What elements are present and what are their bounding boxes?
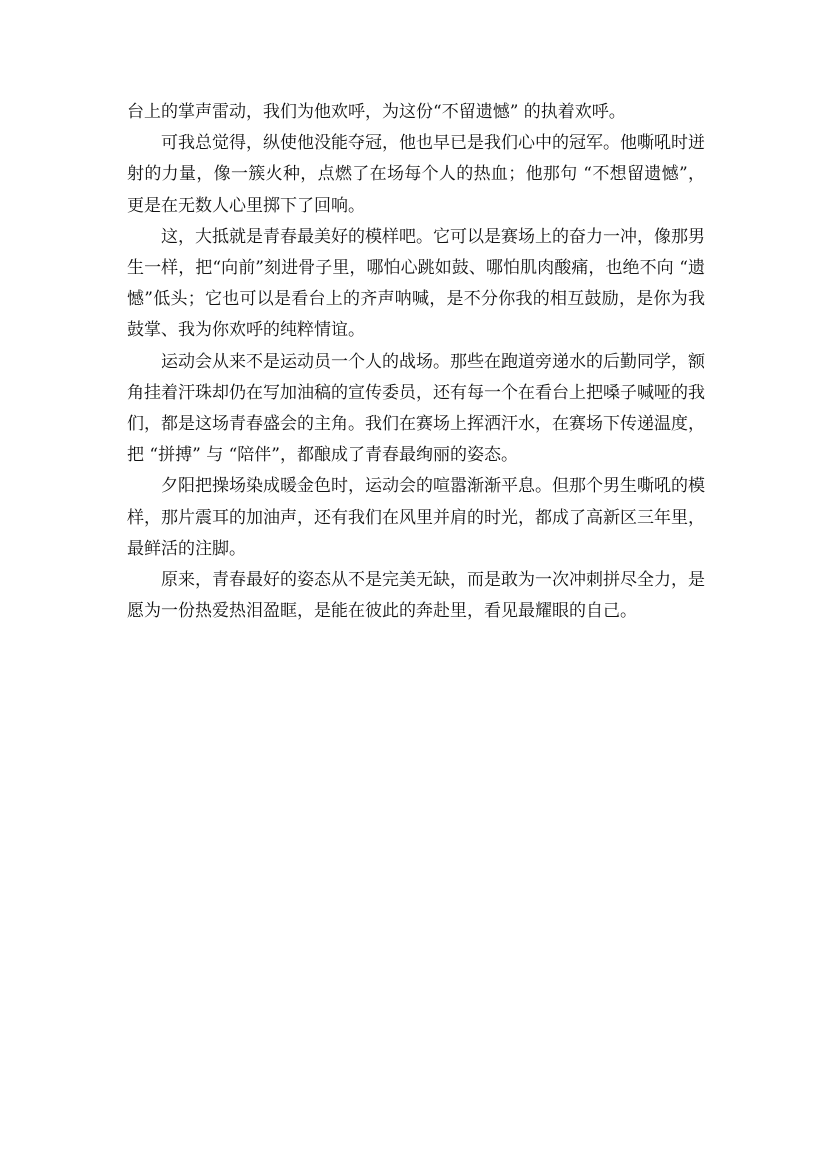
paragraph-5: 夕阳把操场染成暖金色时，运动会的喧嚣渐渐平息。但那个男生嘶吼的模样，那片震耳的加油声，还有我们在风里并肩的时光，都成了高新区三年里，最鲜活的注脚。 [127, 476, 705, 559]
essay-body [127, 97, 705, 627]
paragraph-3: 这，大抵就是青春最美好的模样吧。它可以是赛场上的奋力一冲，像那男生一样，把“向前”刻进骨子里，哪怕心跳如鼓、哪怕肌肉酸痛，也绝不向 “遗憾”低头；它也可以是看台上的齐声呐喊，是不分你我的相互鼓励，是你为我鼓掌、我为你欢呼的纯粹情谊。 [127, 226, 705, 341]
paragraph-6: 原来，青春最好的姿态从不是完美无缺，而是敢为一次冲刺拼尽全力，是愿为一份热爱热泪盈眶，是能在彼此的奔赴里，看见最耀眼的自己。 [127, 570, 705, 622]
paragraph-1: 台上的掌声雷动，我们为他欢呼，为这份“不留遗憾” 的执着欢呼。 [127, 102, 626, 122]
paragraph-2: 可我总觉得，纵使他没能夺冠，他也早已是我们心中的冠军。他嘶吼时迸射的力量，像一簇火种，点燃了在场每个人的热血；他那句 “不想留遗憾”，更是在无数人心里掷下了回响。 [127, 133, 705, 216]
paragraph-4: 运动会从来不是运动员一个人的战场。那些在跑道旁递水的后勤同学，额角挂着汗珠却仍在写加油稿的宣传委员，还有每一个在看台上把嗓子喊哑的我们，都是这场青春盛会的主角。我们在赛场上挥洒汗水，在赛场下传递温度，把 “拼搏” 与 “陪伴”，都酿成了青春最绚丽的姿态。 [127, 351, 705, 466]
